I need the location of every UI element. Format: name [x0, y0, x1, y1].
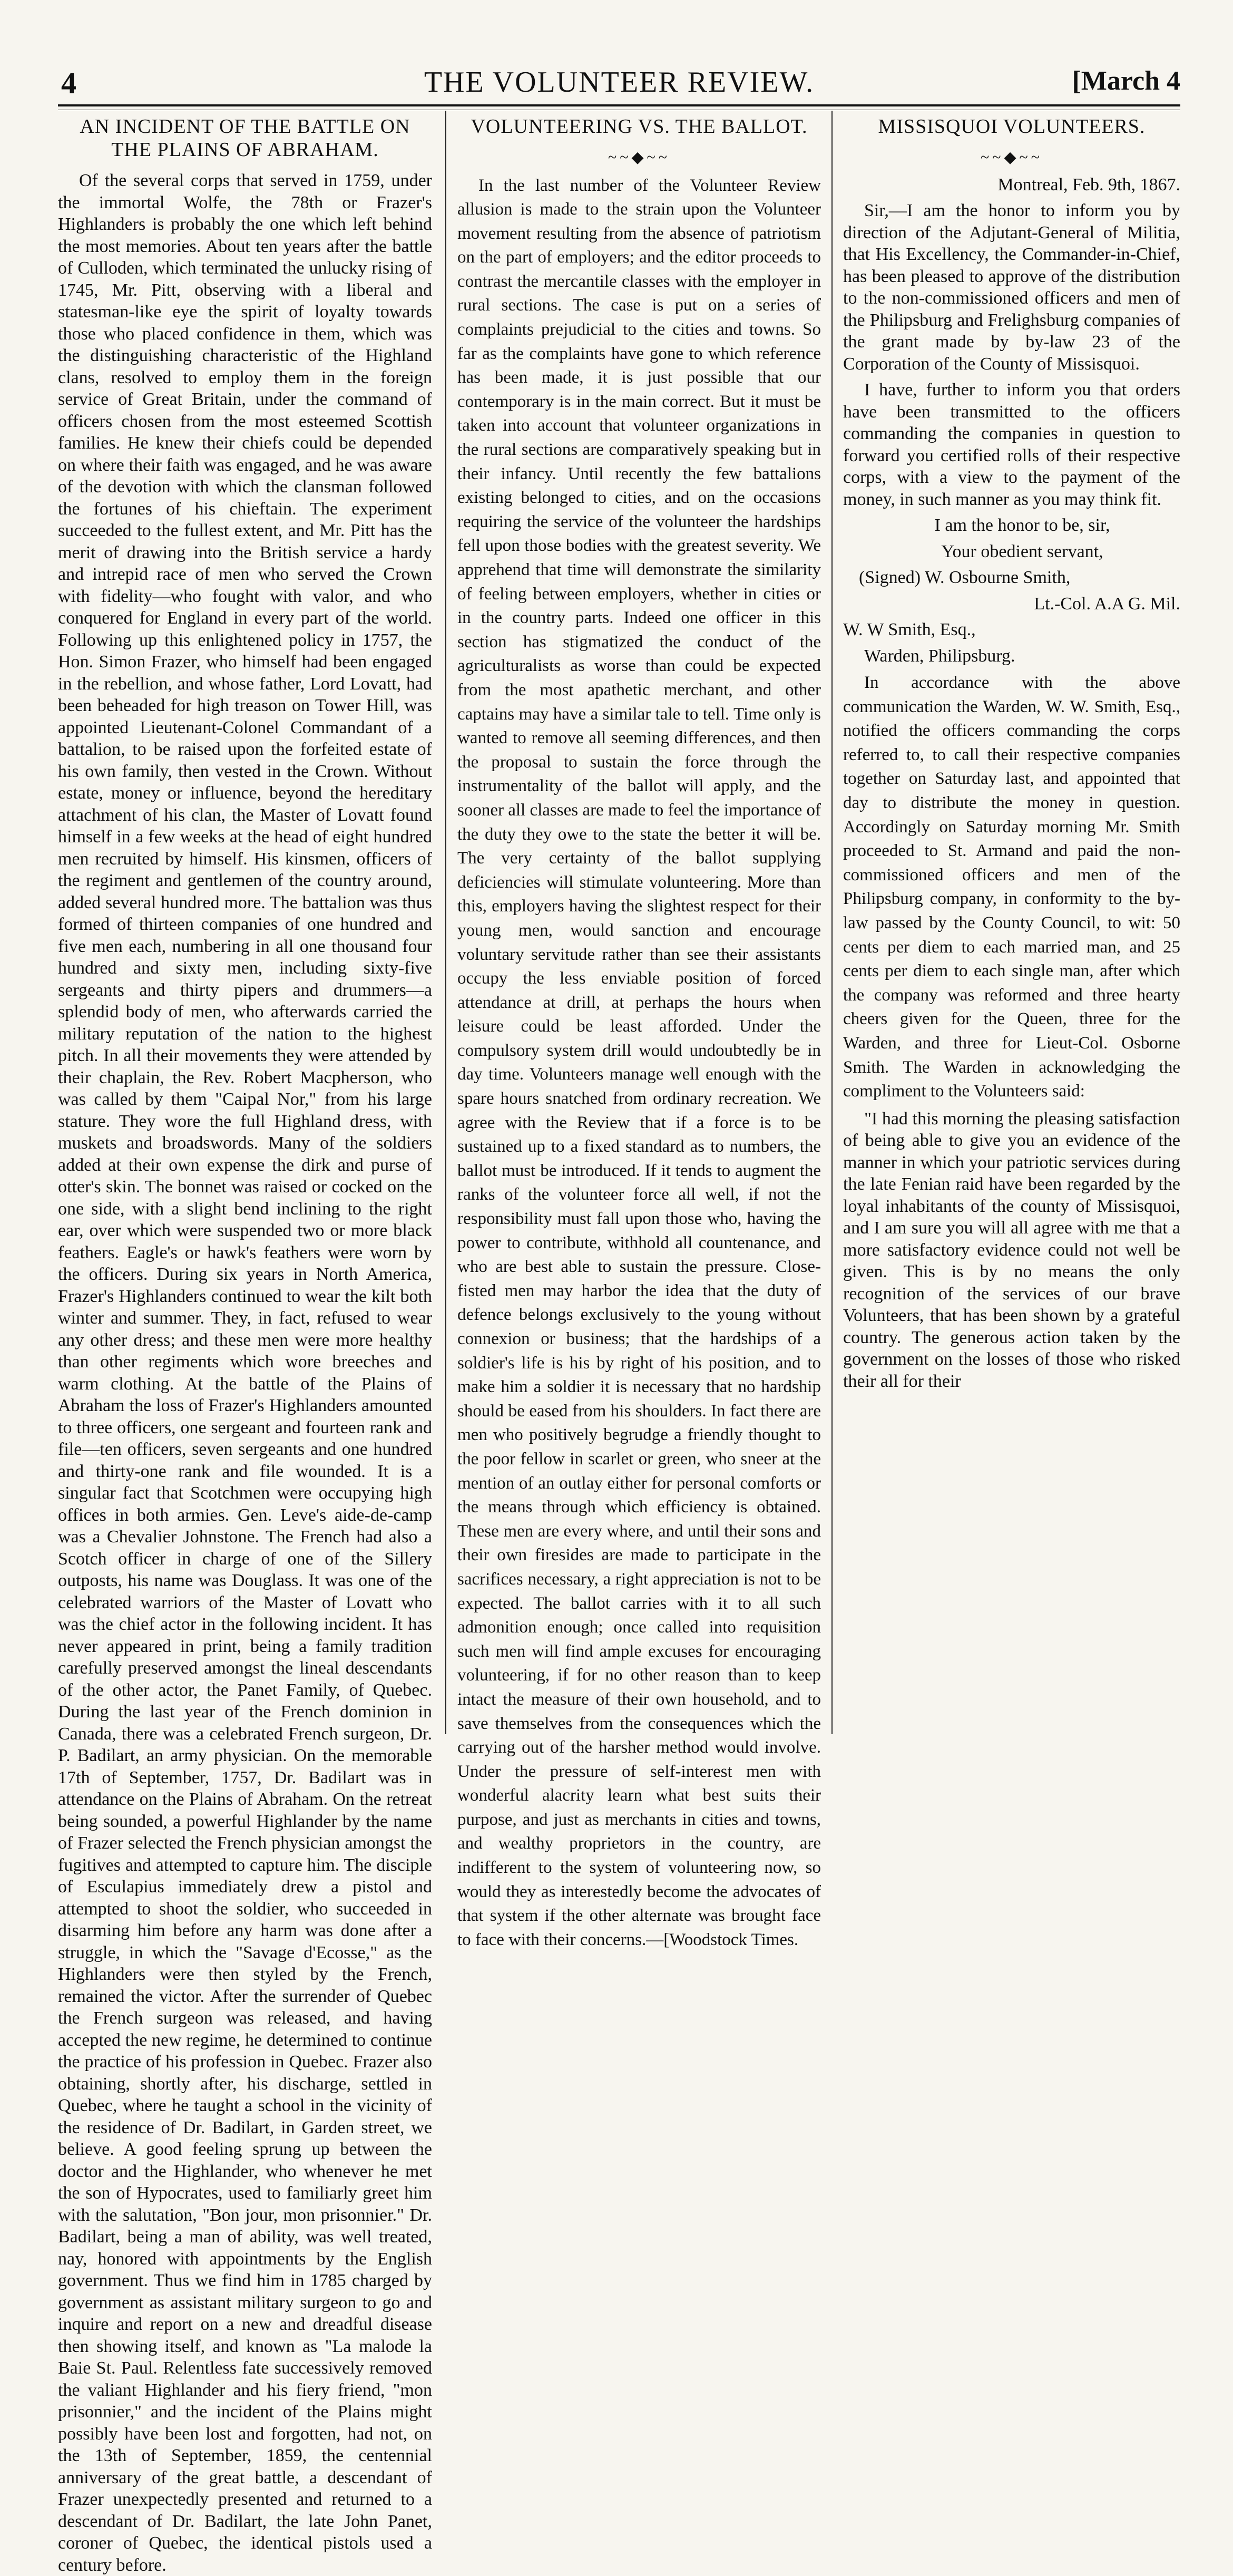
article-paragraph: "I had this morning the pleasing satisfaction of being able to give you an evidence of the manner in which your patriotic services during the late Fenian raid have been regarded by the loyal inhabitants of the county of Missisquoi, and I am sure you will all agree with me that a more satisfactory evidence could not well be given. This is by no means the only recognition of the services of our brave Volunteers, that has been shown by a grateful country. The generous action taken by the government on the losses of those who risked their all for their: [843, 1109, 1180, 1391]
section-separator: ~~◆~~: [981, 149, 1043, 166]
column-2: [457, 113, 821, 1949]
article-paragraph: In accordance with the above communication the Warden, W. W. Smith, Esq., notified the officers commanding the corps referred to, to call their respective companies together on Saturday last, and appointed that day to distribute the money in question. Accordingly on Saturday morning Mr. Smith proceeded to St. Armand and paid the non-commissioned officers and men of the Philipsburg company, in conformity to the by-law passed by the County Council, to wit: 50 cents per diem to each married man, and 25 cents per diem to each single man, after which the company was reformed and three hearty cheers given for the Queen, three for the Warden, and three for Lieut-Col. Osborne Smith. The Warden in acknowledging the compliment to the Volunteers said:: [843, 673, 1180, 1101]
issue-date: [March 4: [1072, 66, 1180, 96]
letter-addressee: W. W Smith, Esq.,: [843, 620, 976, 639]
article-paragraph: Of the several corps that served in 1759, under the immortal Wolfe, the 78th or Frazer's Highlanders is probably the one which left behind the most memories. About ten years after the battle of Culloden, which terminated the unlucky rising of 1745, Mr. Pitt, observing with a liberal and statesman-like eye the spirit of loyalty towards those who placed confidence in them, which was the distinguishing characteristic of the Highland clans, resolved to employ them in the foreign service of Great Britain, under the command of officers chosen from the most esteemed Scottish families. He knew their chiefs could be depended on where their faith was engaged, and he was aware of the devotion with which the clansman followed the fortunes of his chieftain. The experiment succeeded to the fullest extent, and Mr. Pitt has the merit of drawing into the British service a hardy and intrepid race of men who served the Crown with fidelity—who fought with valor, and who conquered for England in every part of the world. Following up this enlightened policy in 1757, the Hon. Simon Frazer, who himself had been engaged in the rebellion, and whose father, Lord Lovatt, had been beheaded for high treason on Tower Hill, was appointed Lieutenant-Colonel Commandant of a battalion, to be raised upon the forfeited estate of his own family, then vested in the Crown. Without estate, money or influence, beyond the hereditary attachment of his clan, the Master of Lovatt found himself in a few weeks at the head of eight hundred men recruited by himself. His kinsmen, officers of the regiment and gentlemen of the country around, added several hundred more. The battalion was thus formed of thirteen companies of one hundred and five men each, numbering in all one thousand four hundred and sixty men, including sixty-five sergeants and thirty pipers and drummers—a splendid body of men, who afterwards carried the military reputation of the nation to the highest pitch. In all their movements they were attended by their chaplain, the Rev. Robert Macpherson, who was called by them "Caipal Nor," from his large stature. They wore the full Highland dress, with muskets and broadswords. Many of the soldiers added at their own expense the dirk and purse of otter's skin. The bonnet was raised or cocked on the one side, with a slight bend inclining to the right ear, over which were suspended two or more black feathers. Eagle's or hawk's feathers were worn by the officers. During six years in North America, Frazer's Highlanders continued to wear the kilt both winter and summer. They, in fact, refused to wear any other dress; and these men were more healthy than other regiments which wore breeches and warm clothing. At the battle of the Plains of Abraham the loss of Frazer's Highlanders amounted to three officers, one sergeant and fourteen rank and file—ten officers, seven sergeants and one hundred and thirty-one rank and file wounded. It is a singular fact that Scotchmen were occupying high offices in both armies. Gen. Leve's aide-de-camp was a Chevalier Johnstone. The French had also a Scotch officer in charge of one of the Sillery outposts, his name was Douglass. It was one of the celebrated warriors of the Master of Lovatt who was the chief actor in the following incident. It has never appeared in print, being a family tradition carefully preserved amongst the lineal descendants of the other actor, the Panet Family, of Quebec. During the last year of the French dominion in Canada, there was a celebrated French surgeon, Dr. P. Badilart, an army physician. On the memorable 17th of September, 1757, Dr. Badilart was in attendance on the Plains of Abraham. On the retreat being sounded, a powerful Highlander by the name of Frazer selected the French physician amongst the fugitives and attempted to capture him. The disciple of Esculapius immediately drew a pistol and attempted to shoot the soldier, who succeeded in disarming him before any harm was done after a struggle, in which the "Savage d'Ecosse," as the Highlanders were then styled by the French, remained the victor. After the surrender of Quebec the French surgeon was released, and having accepted the new regime, he determined to continue the practice of his profession in Quebec. Frazer also obtaining, shortly after, his discharge, settled in Quebec, where he taught a school in the vicinity of the residence of Dr. Badilart, in Garden street, we believe. A good feeling sprung up between the doctor and the Highlander, who whenever he met the son of Hypocrates, used to familiarly greet him with the salutation, "Bon jour, mon prisonnier." Dr. Badilart, being a man of ability, was well treated, nay, honored with appointments by the English government. Thus we find him in 1785 charged by government as assistant military surgeon to go and inquire and report on a new and dreadful disease then showing itself, and known as "La malode la Baie St. Paul. Relentless fate successively removed the valiant Highlander and his fiery friend, "mon prisonnier," and the incident of the Plains might possibly have been lost and forgotten, had not, on the 13th of September, 1859, the centennial anniversary of the great battle, a descendant of Frazer unexpectedly presented and returned to a descendant of Dr. Badilart, the late John Panet, coroner of Quebec, the identical pistols used a century before.: [58, 171, 432, 2575]
article-heading: AN INCIDENT OF THE BATTLE ON THE PLAINS OF ABRAHAM.: [80, 115, 410, 161]
letter-signature: (Signed) W. Osbourne Smith,: [859, 568, 1071, 587]
page-number: 4: [61, 66, 76, 100]
article-paragraph: In the last number of the Volunteer Review allusion is made to the strain upon the Volunteer movement resulting from the absence of patriotism on the part of employers; and the editor proceeds to contrast the mercantile classes with the employer in rural sections. The case is put on a series of complaints prejudicial to the cities and towns. So far as the complaints have gone to which reference has been made, it is just possible that our contemporary is in the main correct. But it must be taken into account that volunteer organizations in the rural sections are comparatively speaking but in their infancy. Until recently the few battalions existing belonged to cities, and on the occasions requiring the service of the volunteer the hardships fell upon those bodies with the greatest severity. We apprehend that time will demonstrate the similarity of feeling between employers, whether in cities or in the country parts. Indeed one officer in this section has stigmatized the conduct of the agriculturalists as worse than could be expected from the most apathetic merchant, and other captains may have a similar tale to tell. Time only is wanted to remove all seeming differences, and then the proposal to sustain the force through the instrumentality of the ballot will apply, and the sooner all classes are made to feel the importance of the duty they owe to the state the better it will be. The very certainty of the ballot supplying deficiencies will stimulate volunteering. More than this, employers having the slightest respect for their young men, would sanction and encourage voluntary servitude rather than see their assistants occupy the less enviable position of forced attendance at drill, at perhaps the hours when leisure could be least afforded. Under the compulsory system drill would undoubtedly be in day time. Volunteers manage well enough with the spare hours snatched from ordinary recreation. We agree with the Review that if a force is to be sustained up to a fixed standard as to numbers, the ballot must be introduced. If it tends to augment the ranks of the volunteer force all well, if not the responsibility must fall upon those who, having the power to contribute, withhold all countenance, and who are best able to sustain the pressure. Close-fisted men may harbor the idea that the duty of defence belongs exclusively to the young without connexion or business; that the hardships of a soldier's life is his by right of his position, and to make him a soldier it is necessary that no hardship should be eased from his shoulders. In fact there are men who positively begrudge a friendly thought to the poor fellow in scarlet or green, who sneer at the mention of an outlay either for personal comforts or the means through which efficiency is obtained. These men are every where, and until their sons and their own firesides are made to participate in the sacrifices necessary, a right appreciation is not to be expected. The ballot carries with it to all such admonition enough; once called into requisition such men will find ample excuses for encouraging volunteering, if for no other reason than to keep intact the measure of their own household, and to save themselves from the consequences which the carrying out of the harsher method would involve. Under the pressure of self-interest men with wonderful alacrity learn what best suits their purpose, and just as merchants in cities and towns, and wealthy proprietors in the country, are indifferent to the system of volunteering now, so would they as interestedly become the advocates of that system if the other alternate was brought face to face with their concerns.—[Woodstock Times.: [457, 176, 821, 1949]
letter-rank: Lt.-Col. A.A G. Mil.: [1034, 594, 1180, 614]
letter-paragraph: Sir,—I am the honor to inform you by direction of the Adjutant-General of Militia, that His Excellency, the Commander-in-Chief, has been pleased to approve of the distribution to the non-commissioned officers and men of the Philipsburg and Frelighsburg companies of the grant made by by-law 23 of the Corporation of the County of Missisquoi.: [843, 201, 1180, 374]
column-1: [58, 113, 432, 2575]
letter-dateline: Montreal, Feb. 9th, 1867.: [997, 174, 1180, 195]
article-heading: VOLUNTEERING VS. THE BALLOT.: [471, 115, 808, 138]
masthead-rule: [58, 104, 1180, 110]
letter-paragraph: I have, further to inform you that orders have been transmitted to the officers commanding the companies in question to forward you certified rolls of their respective corps, with a view to the payment of the money, in such manner as you may think fit.: [843, 380, 1180, 509]
section-separator: ~~◆~~: [608, 149, 670, 166]
letter-closing: Your obedient servant,: [941, 541, 1103, 561]
column-divider: [831, 111, 833, 1734]
masthead: [58, 62, 1180, 103]
newspaper-title: THE VOLUNTEER REVIEW.: [424, 66, 815, 99]
column-divider: [445, 111, 446, 1734]
letter-closing: I am the honor to be, sir,: [934, 516, 1110, 535]
letter-addressee: Warden, Philipsburg.: [864, 646, 1015, 666]
column-3: [843, 113, 1180, 1736]
article-heading: MISSISQUOI VOLUNTEERS.: [878, 115, 1146, 138]
